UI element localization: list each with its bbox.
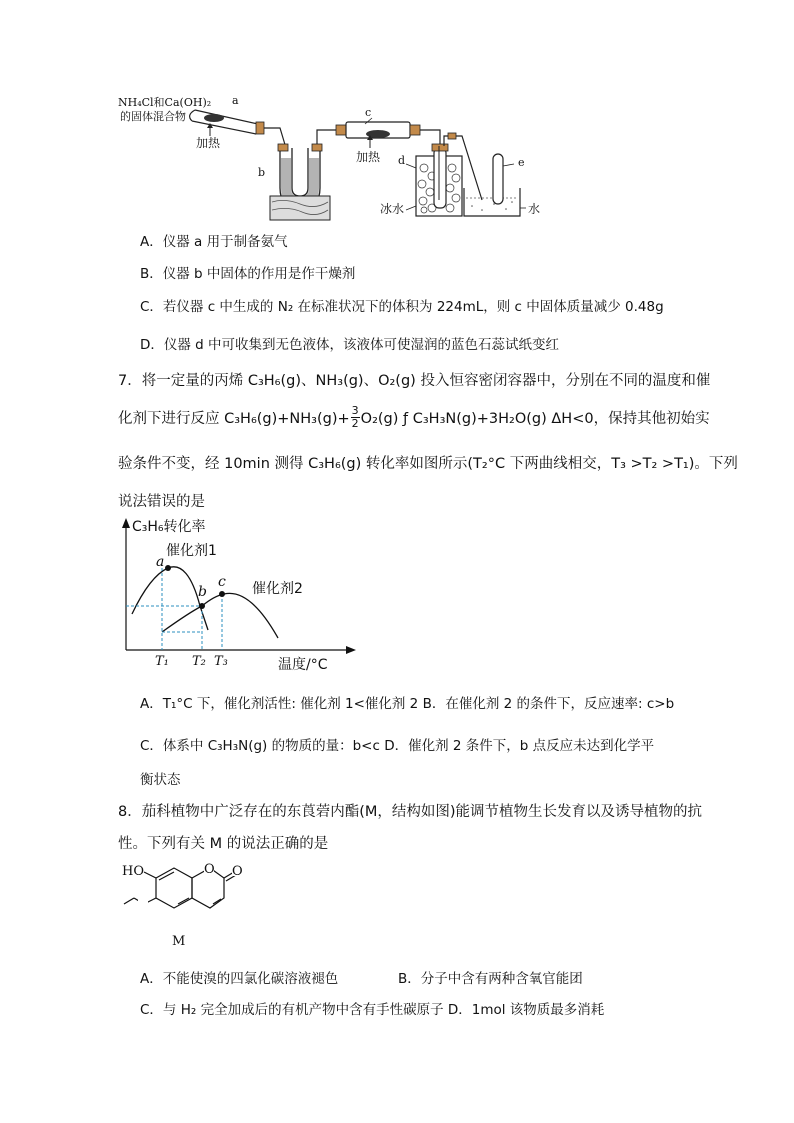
y-axis-arrow (122, 518, 130, 528)
label-d: d (398, 154, 406, 167)
u-tube-b (270, 130, 340, 220)
point-c (219, 591, 225, 597)
q8-line-1: 8．茄科植物中广泛存在的东莨菪内酯(M，结构如图)能调节植物生长发育以及诱导植物的抗 (118, 804, 703, 820)
tick-t3: T₃ (214, 654, 228, 669)
q7-option-d-cont: 衡状态 (140, 772, 181, 788)
q7-line-3: 验条件不变，经 10min 测得 C₃H₆(g) 转化率如图所示(T₂°C 下两曲线相交，T₃ >T₂ >T₁)。下列 (118, 456, 738, 472)
point-b (199, 603, 205, 609)
tick-t2: T₂ (192, 654, 206, 669)
label-c: c (365, 106, 372, 119)
q8-line-2: 性。下列有关 M 的说法正确的是 (118, 836, 329, 852)
ring-oxygen: O (204, 862, 215, 877)
water-label: 水 (528, 202, 541, 216)
point-label-a: a (156, 554, 165, 570)
molecule-label: M (172, 934, 186, 949)
heat-label-1: 加热 (196, 136, 221, 150)
chart-svg (110, 514, 370, 674)
q8-option-a: A．不能使溴的四氯化碳溶液褪色 (140, 971, 339, 987)
tick-t1: T₁ (155, 654, 169, 669)
q6-option-a: A．仪器 a 用于制备氨气 (140, 234, 288, 250)
ho-group: HO (122, 864, 144, 879)
water-trough-e (464, 154, 526, 216)
label-a: a (232, 94, 239, 107)
point-label-c: c (218, 574, 226, 590)
heat-label-2: 加热 (356, 150, 381, 164)
q6-option-b: B．仪器 b 中固体的作用是作干燥剂 (140, 266, 356, 282)
tube-c (336, 118, 440, 148)
conversion-chart (110, 514, 370, 674)
apparatus-figure (110, 88, 570, 228)
chart-ylabel: C₃H₆转化率 (132, 519, 206, 535)
point-label-b: b (198, 584, 207, 600)
carbonyl-oxygen: O (232, 864, 243, 879)
q6-option-d: D．仪器 d 中可收集到无色液体，该液体可使湿润的蓝色石蕊试纸变红 (140, 337, 560, 353)
legend-catalyst-2: 催化剂2 (252, 581, 303, 597)
label-e: e (518, 156, 525, 169)
legend-catalyst-1: 催化剂1 (166, 543, 217, 559)
q6-option-c: C．若仪器 c 中生成的 N₂ 在标准状况下的体积为 224mL，则 c 中固体质量减少 0.48g (140, 299, 664, 315)
series-catalyst-2 (162, 593, 278, 638)
label-b: b (258, 166, 266, 179)
q7-line-2-start: 化剂下进行反应 C₃H₆(g)+NH₃(g)+ (118, 411, 350, 427)
q7-line-4: 说法错误的是 (118, 494, 205, 510)
reagent-label-1: NH₄Cl和Ca(OH)₂ (118, 96, 212, 109)
ice-water-label: 冰水 (380, 202, 405, 216)
q8-option-b: B．分子中含有两种含氧官能团 (398, 971, 583, 987)
x-axis-arrow (346, 646, 356, 654)
q7-option-a-b: A．T₁°C 下，催化剂活性: 催化剂 1<催化剂 2 B．在催化剂 2 的条件下，反应速率: c>b (140, 696, 675, 712)
q7-line-2-end: O₂(g) ƒ C₃H₃N(g)+3H₂O(g) ΔH<0，保持其他初始实 (360, 411, 710, 427)
q8-option-c-d: C．与 H₂ 完全加成后的有机产物中含有手性碳原子 D．1mol 该物质最多消耗 (140, 1002, 605, 1018)
point-a (165, 565, 171, 571)
q7-line-1: 7．将一定量的丙烯 C₃H₆(g)、NH₃(g)、O₂(g) 投入恒容密闭容器中，分别在不同的温度和催 (118, 373, 711, 389)
fraction-numerator: 3 (351, 404, 359, 417)
q7-option-c-d: C．体系中 C₃H₃N(g) 的物质的量：b<c D．催化剂 2 条件下，b 点反应未达到化学平 (140, 738, 655, 754)
fraction (351, 405, 360, 430)
chart-xlabel: 温度/°C (278, 657, 328, 673)
flask-d-ice-bath (406, 133, 482, 216)
fraction-denominator: 2 (351, 417, 359, 430)
q7-line-2 (118, 405, 710, 430)
molecule-m (116, 856, 256, 956)
series-catalyst-1 (132, 567, 208, 630)
reagent-label-2: 的固体混合物 (120, 110, 186, 123)
